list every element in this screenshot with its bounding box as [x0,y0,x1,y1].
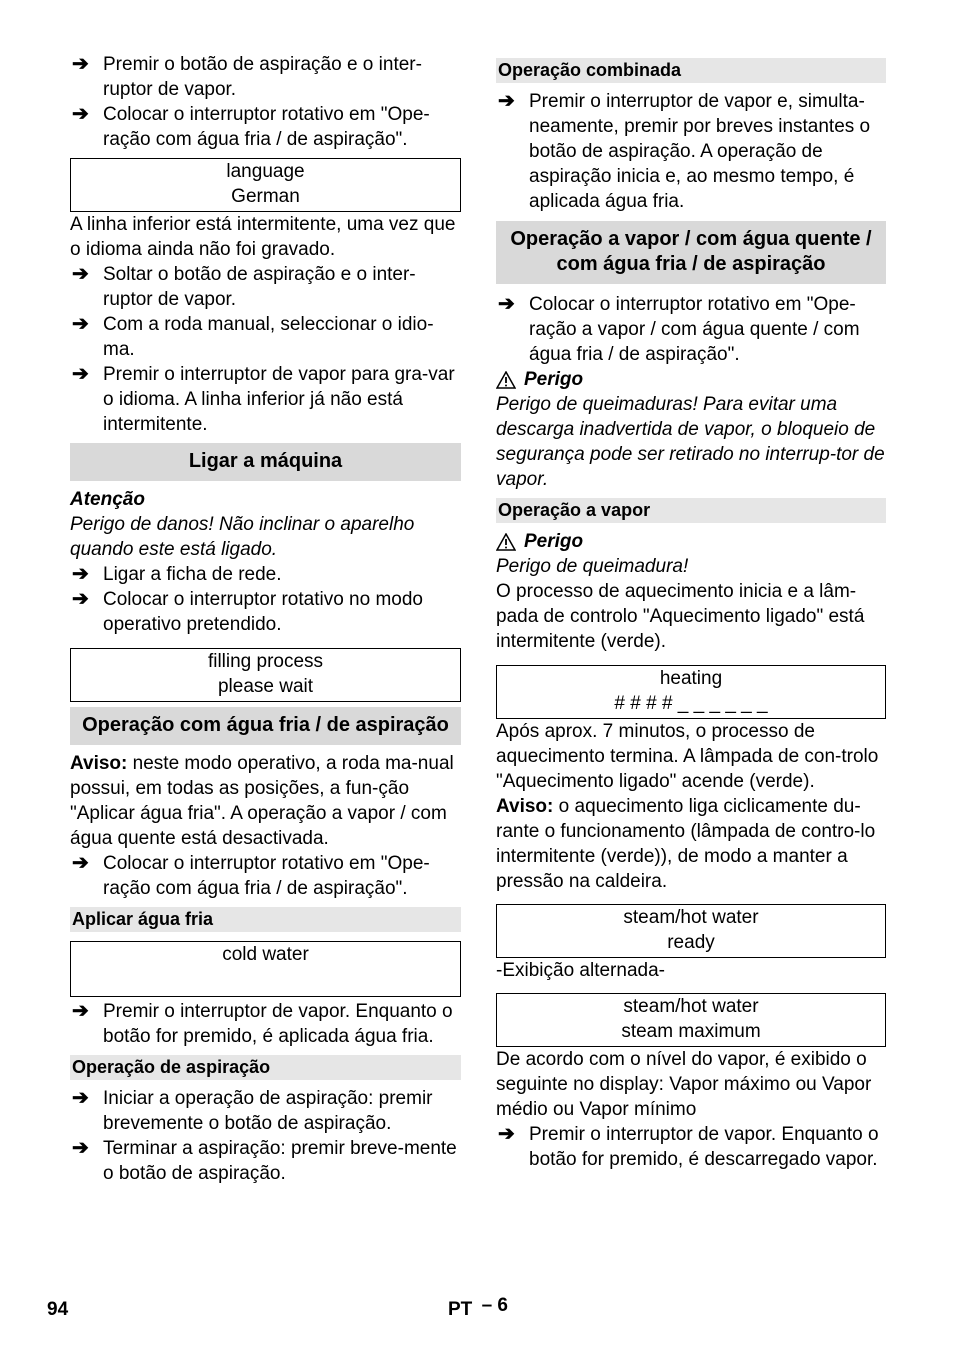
notice-label: Aviso: [70,753,128,774]
danger-label: Perigo [524,369,584,390]
step-item: ➔ Premir o interruptor de vapor para gra-var o idioma. A linha inferior já não está intermitente. [72,363,455,435]
arrow-right-icon: ➔ [72,1087,89,1109]
display-line: heating [659,668,723,689]
subsection-heading-vapor: Operação a vapor [496,498,886,523]
arrow-right-icon: ➔ [72,363,89,385]
display-line: language [226,161,305,182]
display-line: steam/hot water [623,907,759,928]
danger-heading [496,367,886,392]
step-item: ➔ Premir o interruptor de vapor e, simulta-neamente, premir por breves instantes o botão de aspiração. A operação de aspiração inicia e, ao mesmo tempo, é aplicada água fria. [498,90,871,212]
warning-triangle-icon [496,533,516,551]
step-item: ➔ Iniciar a operação de aspiração: premir brevemente o botão de aspiração. [72,1087,433,1134]
attention-text: Perigo de danos! Não inclinar o aparelho quando este está ligado. [70,514,415,560]
section-heading-vapor-multi: Operação a vapor / com água quente / com água fria / de aspiração [496,221,886,284]
display-box-filling [70,648,461,702]
paragraph: De acordo com o nível do vapor, é exibido o seguinte no display: Vapor máximo ou Vapor médio ou Vapor mínimo [496,1049,872,1120]
step-item: ➔ Colocar o interruptor rotativo em "Ope-ração com água fria / de aspiração". [72,852,430,899]
step-item: ➔ Colocar o interruptor rotativo em "Ope-ração a vapor / com água quente / com água fria / de aspiração". [498,293,860,365]
step-item: ➔ Soltar o botão de aspiração e o inter-ruptor de vapor. [72,263,416,310]
left-column [70,52,461,1186]
right-column [496,58,886,1172]
attention-label: Atenção [70,489,145,510]
paragraph: O processo de aquecimento inicia e a lâm-pada de controlo "Aquecimento ligado" está intermitente (verde). [496,581,865,652]
display-line: cold water [222,944,309,965]
arrow-right-icon: ➔ [72,103,89,125]
paragraph: Após aprox. 7 minutos, o processo de aquecimento termina. A lâmpada de con-trolo "Aquecimento ligado" acende (verde). [496,721,879,792]
display-box-steam-maximum [496,993,886,1047]
display-box-language [70,158,461,212]
paragraph: A linha inferior está intermitente, uma vez que o idioma ainda não foi gravado. [70,214,456,260]
arrow-right-icon: ➔ [72,1000,89,1022]
danger-text: Perigo de queimaduras! Para evitar uma descarga inadvertida de vapor, o bloqueio de segurança pode ser retirado no interrup-tor de vapor. [496,394,885,490]
arrow-right-icon: ➔ [72,313,89,335]
subsection-heading-aspiracao: Operação de aspiração [70,1055,461,1080]
step-item: ➔ Colocar o interruptor rotativo no modo operativo pretendido. [72,588,423,635]
arrow-right-icon: ➔ [498,1123,515,1145]
arrow-right-icon: ➔ [72,563,89,585]
section-heading-agua-fria: Operação com água fria / de aspiração [70,707,461,745]
step-item: ➔ Premir o botão de aspiração e o inter-ruptor de vapor. [72,53,422,100]
display-line: steam/hot water [623,996,759,1017]
arrow-right-icon: ➔ [498,293,515,315]
display-line: German [231,186,300,207]
notice-paragraph [496,794,886,894]
warning-triangle-icon [496,371,516,389]
display-line: # # # # _ _ _ _ _ _ [614,693,768,714]
subsection-heading-combinada: Operação combinada [496,58,886,83]
step-item: ➔ Colocar o interruptor rotativo em "Ope-ração com água fria / de aspiração". [72,103,430,150]
alternating-note: -Exibição alternada- [496,960,665,981]
step-item: ➔ Premir o interruptor de vapor. Enquanto o botão for premido, é descarregado vapor. [498,1123,879,1170]
danger-text: Perigo de queimadura! [496,556,689,577]
arrow-right-icon: ➔ [498,90,515,112]
danger-label: Perigo [524,531,584,552]
step-item: ➔ Com a roda manual, seleccionar o idio-ma. [72,313,434,360]
page-number: 94 [47,1299,69,1320]
subsection-heading-aplicar: Aplicar água fria [70,907,461,932]
notice-text: o aquecimento liga ciclicamente du-rante o funcionamento (lâmpada de contro-lo intermitente (verde)), de modo a manter a pressão na caldeira. [496,796,876,892]
notice-label: Aviso: [496,796,554,817]
step-item: ➔ Terminar a aspiração: premir breve-mente o botão de aspiração. [72,1137,457,1184]
display-line: filling process [207,651,324,672]
display-line: ready [667,932,715,953]
footer-language: PT [448,1299,473,1320]
arrow-right-icon: ➔ [72,852,89,874]
display-line: please wait [217,676,314,697]
display-box-heating [496,665,886,719]
footer-section-page: – 6 [481,1295,508,1316]
footer-section [448,1297,508,1322]
arrow-right-icon: ➔ [72,263,89,285]
arrow-right-icon: ➔ [72,588,89,610]
display-line: steam maximum [621,1021,761,1042]
notice-paragraph [70,751,461,851]
step-item: ➔ Ligar a ficha de rede. [72,563,282,585]
section-heading-ligar: Ligar a máquina [70,443,461,481]
display-box-ready [496,904,886,958]
step-item: ➔ Premir o interruptor de vapor. Enquanto o botão for premido, é aplicada água fria. [72,1000,453,1047]
arrow-right-icon: ➔ [72,53,89,75]
arrow-right-icon: ➔ [72,1137,89,1159]
notice-text: neste modo operativo, a roda ma-nual possui, em todas as posições, a fun-ção "Aplicar água fria". A operação a vapor / com água quente está desactivada. [70,753,454,849]
display-box-cold-water [70,941,461,997]
danger-heading [496,529,886,554]
